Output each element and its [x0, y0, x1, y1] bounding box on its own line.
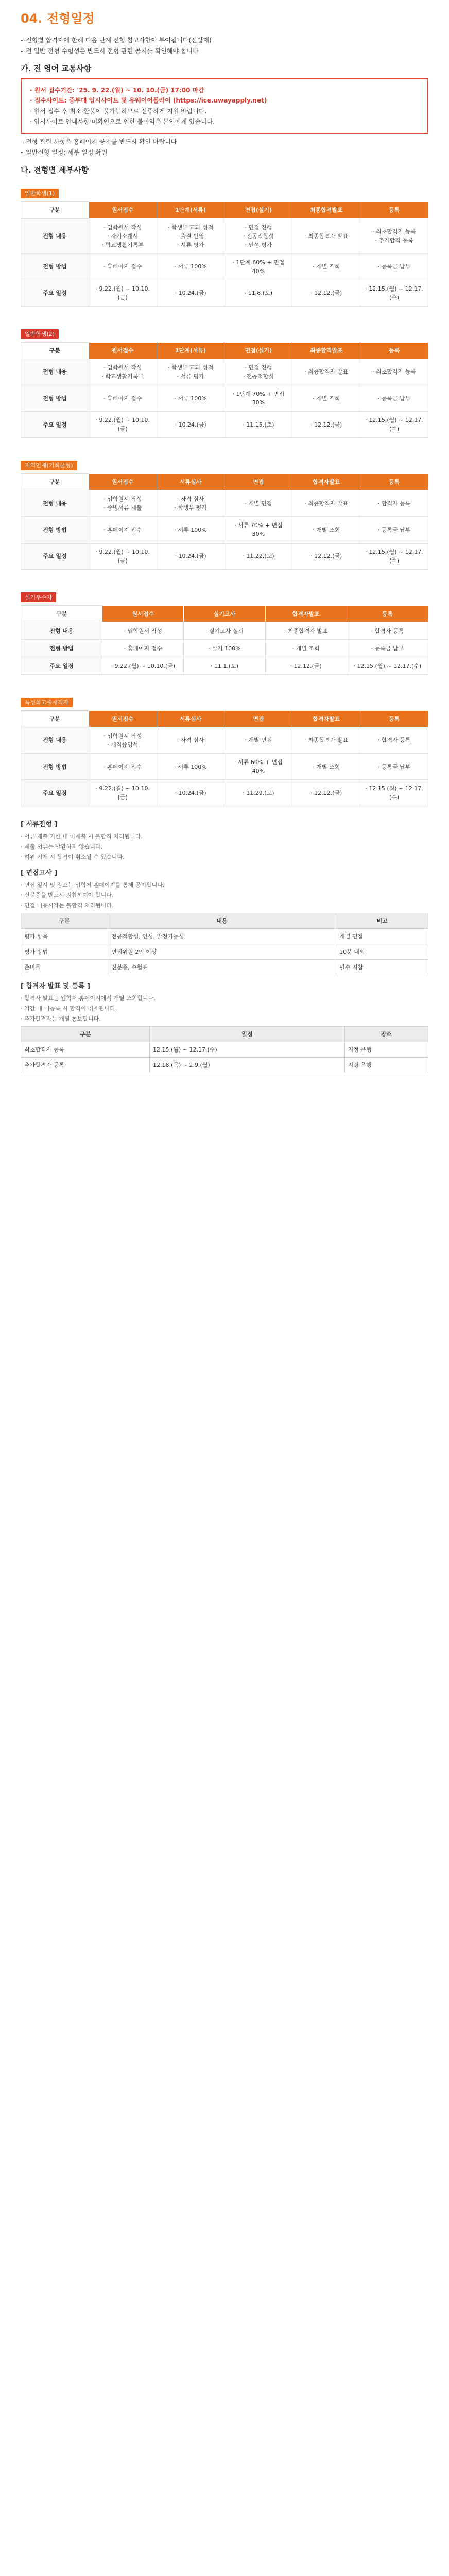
row-label: 전형 방법: [21, 517, 89, 543]
step-header: 서류심사: [157, 710, 224, 727]
intro-line: - 전 일반 전형 수험생은 반드시 전형 관련 공지를 확인해야 합니다: [21, 46, 428, 56]
table-cell: 전공적합성, 인성, 발전가능성: [108, 928, 336, 944]
cell-line: · 입학원서 작성: [103, 364, 142, 371]
schedule-cell: [292, 780, 360, 806]
schedule-cell: [224, 490, 292, 517]
cell-line: · 최초합격자 등록: [372, 228, 416, 235]
schedule-table: [21, 201, 428, 306]
row-label: 전형 방법: [21, 754, 89, 780]
cell-line: · 최초합격자 등록: [372, 368, 416, 376]
step-header-label: 구분: [21, 605, 102, 622]
schedule-cell: [224, 727, 292, 753]
notice-line: · 접수사이트: 중부대 입시사이트 및 유웨이어플라이 (https://ice.uwayapply.net): [30, 97, 267, 105]
step-header: 1단계(서류): [157, 342, 224, 359]
cell-line: · 자기소개서: [107, 232, 139, 240]
schedule-cell: [224, 780, 292, 806]
schedule-cell: [102, 622, 184, 639]
cell-line: · 서류 평가: [177, 373, 204, 380]
schedule-cell: [292, 490, 360, 517]
cell-line: · 개별 조회: [292, 645, 320, 652]
schedule-cell: [347, 639, 428, 657]
cell-line: · 입학원서 작성: [103, 496, 142, 503]
schedule-cell: [184, 639, 265, 657]
row-label: 전형 방법: [21, 639, 102, 657]
table-cell: 12.18.(목) ~ 2.9.(월): [150, 1058, 345, 1073]
schedule-row: [21, 780, 428, 806]
page: [0, 0, 449, 1097]
schedule-table: [21, 342, 428, 438]
step-header: 등록: [347, 605, 428, 622]
schedule-cell: [157, 754, 224, 780]
table-cell: 필수 지참: [336, 959, 428, 975]
cell-line: · 1단계 60% + 면접 40%: [232, 259, 285, 275]
schedule-cell: [89, 253, 157, 280]
schedule-cell: [360, 517, 428, 543]
schedule-row: [21, 218, 428, 253]
note-line: - 전형 관련 사항은 홈페이지 공지를 반드시 확인 바랍니다: [21, 137, 428, 147]
table-header: 내용: [108, 913, 336, 928]
cell-line: · 학생부 교과 성적: [167, 224, 214, 231]
step-header: 원서접수: [89, 710, 157, 727]
cell-line: · 추가합격 등록: [375, 237, 413, 244]
cell-line: · 최종합격자 발표: [304, 500, 349, 507]
cell-line: · 학생부 교과 성적: [167, 364, 214, 371]
cell-line: · 개별 조회: [313, 526, 340, 533]
schedule-cell: [360, 754, 428, 780]
cell-line: · 10.24.(금): [175, 553, 206, 560]
table-header: 비고: [336, 913, 428, 928]
note-line: - 일반전형 일정: 세부 일정 확인: [21, 148, 428, 158]
interview-title: [ 면접고사 ]: [21, 869, 58, 877]
schedule-cell: [89, 412, 157, 438]
cell-line: · 12.15.(월) ~ 12.17.(수): [365, 285, 423, 301]
cell-line: · 자격 심사: [177, 737, 204, 744]
schedule-cell: [157, 490, 224, 517]
schedule-cell: [265, 657, 347, 674]
schedule-cell: [360, 490, 428, 517]
cell-line: · 등록금 납부: [377, 526, 411, 533]
schedule-cell: [89, 359, 157, 385]
schedule-cell: [347, 657, 428, 674]
schedule-row: [21, 385, 428, 412]
schedule-cell: [360, 359, 428, 385]
step-header: 등록: [360, 342, 428, 359]
cell-line: · 학교생활기록부: [101, 241, 144, 248]
table-header: 일정: [150, 1027, 345, 1042]
cell-line: · 재직증명서: [107, 741, 139, 748]
table-cell: 신분증, 수험표: [108, 959, 336, 975]
intro-line: - 전형별 합격자에 한해 다음 단계 전형 참고사항이 부여됩니다(선발제): [21, 36, 428, 45]
schedule-table: [21, 710, 428, 806]
row-label: 주요 일정: [21, 412, 89, 438]
row-label: 전형 내용: [21, 218, 89, 253]
schedule-cell: [157, 727, 224, 753]
schedule-cell: [224, 218, 292, 253]
row-label: 주요 일정: [21, 780, 89, 806]
schedule-cell: [347, 622, 428, 639]
cell-line: · 최종합격자 발표: [304, 232, 349, 240]
cell-line: · 개별 조회: [313, 263, 340, 270]
row-label: 전형 내용: [21, 727, 89, 753]
cell-line: · 면접 진행: [245, 364, 272, 371]
table-cell: 최초합격자 등록: [21, 1042, 150, 1058]
cell-line: · 서류 100%: [174, 263, 207, 270]
table-row: [21, 944, 428, 959]
step-header: 합격자발표: [292, 710, 360, 727]
interview-note: · 신분증을 반드시 지참하여야 합니다.: [21, 891, 114, 899]
schedule-row: [21, 754, 428, 780]
cell-line: · 출결 반영: [177, 232, 204, 240]
schedule-cell: [184, 657, 265, 674]
step-header: 원서접수: [89, 342, 157, 359]
notice-line: · 원서 접수 후 취소·환불이 불가능하므로 신중하게 지원 바랍니다.: [30, 107, 207, 115]
schedule-cell: [292, 412, 360, 438]
schedule-row: [21, 412, 428, 438]
table-row: [21, 1042, 428, 1058]
schedule-cell: [224, 359, 292, 385]
cell-line: · 서류 100%: [174, 763, 207, 770]
row-label: 전형 내용: [21, 359, 89, 385]
schedule-cell: [360, 385, 428, 412]
cell-line: · 10.24.(금): [175, 421, 206, 428]
cell-line: · 11.15.(토): [243, 421, 274, 428]
cell-line: · 전공적합성: [243, 232, 274, 240]
schedule-cell: [292, 253, 360, 280]
table-cell: 개별 면접: [336, 928, 428, 944]
cell-line: · 10.24.(금): [175, 290, 206, 297]
schedule-cell: [89, 517, 157, 543]
schedule-tag: 일반학생(1): [21, 189, 59, 198]
schedule-cell: [360, 727, 428, 753]
cell-line: · 홈페이지 접수: [103, 526, 142, 533]
cell-line: · 9.22.(월) ~ 10.10.(금): [95, 417, 150, 433]
cell-line: · 입학원서 작성: [103, 732, 142, 739]
cell-line: · 12.12.(금): [310, 553, 342, 560]
interview-note: · 면접 일시 및 장소는 입학처 홈페이지를 통해 공지합니다.: [21, 881, 165, 888]
cell-line: · 개별 면접: [245, 737, 272, 744]
step-header: 원서접수: [89, 202, 157, 218]
cell-line: · 홈페이지 접수: [124, 645, 162, 652]
table-cell: 추가합격자 등록: [21, 1058, 150, 1073]
cell-line: · 학생부 평가: [174, 504, 207, 512]
row-label: 전형 방법: [21, 253, 89, 280]
cell-line: · 12.12.(금): [310, 789, 342, 796]
doc-notes-title: [ 서류전형 ]: [21, 821, 58, 829]
schedule-tag: 일반학생(2): [21, 329, 59, 339]
table-header: 구분: [21, 913, 108, 928]
schedule-cell: [89, 490, 157, 517]
schedule-row: [21, 359, 428, 385]
schedule-cell: [224, 253, 292, 280]
schedule-cell: [292, 543, 360, 569]
cell-line: · 서류 100%: [174, 395, 207, 402]
row-label: 주요 일정: [21, 280, 89, 306]
schedule-row: [21, 657, 428, 674]
step-header: 실기고사: [184, 605, 265, 622]
step-header: 최종합격발표: [292, 202, 360, 218]
cell-line: · 서류 평가: [177, 241, 204, 248]
table-row: [21, 928, 428, 944]
cell-line: · 9.22.(월) ~ 10.10.(금): [111, 662, 176, 669]
schedule-cell: [89, 385, 157, 412]
schedule-cell: [224, 385, 292, 412]
final-note: · 기간 내 미등록 시 합격이 취소됩니다.: [21, 1005, 117, 1012]
step-header: 서류심사: [157, 474, 224, 490]
schedule-cell: [89, 780, 157, 806]
final-title: [ 합격자 발표 및 등록 ]: [21, 982, 90, 990]
cell-line: · 합격자 등록: [377, 500, 411, 507]
schedule-row: [21, 490, 428, 517]
schedule-row: [21, 622, 428, 639]
schedule-cell: [224, 543, 292, 569]
schedule-cell: [360, 780, 428, 806]
row-label: 전형 내용: [21, 490, 89, 517]
cell-line: · 실기 100%: [208, 645, 241, 652]
table-cell: 면접위원 2인 이상: [108, 944, 336, 959]
schedule-cell: [292, 218, 360, 253]
cell-line: · 9.22.(월) ~ 10.10.(금): [95, 548, 150, 564]
schedule-cell: [360, 253, 428, 280]
cell-line: · 11.8.(토): [244, 290, 272, 297]
table-row: [21, 959, 428, 975]
schedule-row: [21, 727, 428, 753]
cell-line: · 최종합격자 발표: [284, 627, 328, 634]
schedule-row: [21, 253, 428, 280]
cell-line: · 11.1.(토): [210, 662, 239, 669]
schedule-cell: [265, 639, 347, 657]
cell-line: · 합격자 등록: [371, 627, 404, 634]
cell-line: · 홈페이지 접수: [103, 395, 142, 402]
table-cell: 지정 은행: [344, 1042, 428, 1058]
schedule-cell: [157, 280, 224, 306]
schedule-cell: [292, 359, 360, 385]
step-header: 1단계(서류): [157, 202, 224, 218]
schedule-cell: [360, 543, 428, 569]
schedule-cell: [224, 280, 292, 306]
schedule-table: [21, 473, 428, 569]
cell-line: · 등록금 납부: [377, 763, 411, 770]
schedule-cell: [89, 754, 157, 780]
cell-line: · 12.12.(금): [310, 290, 342, 297]
schedule-cell: [102, 657, 184, 674]
cell-line: · 12.15.(월) ~ 12.17.(수): [353, 662, 422, 669]
schedule-cell: [360, 412, 428, 438]
cell-line: · 면접 진행: [245, 224, 272, 231]
schedule-cell: [157, 412, 224, 438]
schedule-row: [21, 639, 428, 657]
cell-line: · 11.29.(토): [243, 789, 274, 796]
step-header: 면접(실기): [224, 202, 292, 218]
cell-line: · 서류 100%: [174, 526, 207, 533]
schedule-row: [21, 543, 428, 569]
cell-line: · 등록금 납부: [371, 645, 404, 652]
cell-line: · 입학원서 작성: [103, 224, 142, 231]
cell-line: · 개별 면접: [245, 500, 272, 507]
step-header: 등록: [360, 474, 428, 490]
step-header: 최종합격발표: [292, 342, 360, 359]
schedule-block: [21, 320, 428, 438]
step-header: 합격자발표: [292, 474, 360, 490]
schedule-cell: [292, 517, 360, 543]
part1-title: 가. 전 영어 교통사항: [21, 64, 92, 74]
table-header: 구분: [21, 1027, 150, 1042]
interview-table: [21, 913, 428, 975]
schedule-tag: 특성화고졸재직자: [21, 698, 73, 707]
doc-note: · 서류 제출 기한 내 미제출 시 불합격 처리됩니다.: [21, 833, 143, 840]
schedule-cell: [292, 385, 360, 412]
step-header: 면접(실기): [224, 342, 292, 359]
schedule-cell: [265, 622, 347, 639]
row-label: 전형 방법: [21, 385, 89, 412]
cell-line: · 인성 평가: [245, 241, 272, 248]
cell-line: · 11.22.(토): [243, 553, 274, 560]
schedule-cell: [184, 622, 265, 639]
step-header-label: 구분: [21, 710, 89, 727]
cell-line: · 12.15.(월) ~ 12.17.(수): [365, 548, 423, 564]
step-header: 면접: [224, 474, 292, 490]
cell-line: · 서류 60% + 면접 40%: [234, 759, 283, 775]
interview-note: · 면접 미응시자는 불합격 처리됩니다.: [21, 902, 114, 909]
schedule-row: [21, 280, 428, 306]
schedule-cell: [224, 412, 292, 438]
table-cell: 평가 항목: [21, 928, 108, 944]
cell-line: · 자격 심사: [177, 496, 204, 503]
schedule-cell: [360, 280, 428, 306]
step-header: 합격자발표: [265, 605, 347, 622]
table-cell: 12.15.(월) ~ 12.17.(수): [150, 1042, 345, 1058]
cell-line: · 전공적합성: [243, 373, 274, 380]
schedule-cell: [102, 639, 184, 657]
row-label: 주요 일정: [21, 657, 102, 674]
step-header-label: 구분: [21, 202, 89, 218]
table-cell: 10분 내외: [336, 944, 428, 959]
cell-line: · 홈페이지 접수: [103, 263, 142, 270]
cell-line: · 서류 70% + 면접 30%: [234, 522, 283, 538]
table-header: 장소: [344, 1027, 428, 1042]
schedule-cell: [292, 727, 360, 753]
schedule-cell: [89, 543, 157, 569]
schedule-cell: [89, 727, 157, 753]
final-table: [21, 1026, 428, 1073]
schedule-cell: [157, 359, 224, 385]
schedule-cell: [157, 253, 224, 280]
table-cell: 지정 은행: [344, 1058, 428, 1073]
cell-line: · 등록금 납부: [377, 263, 411, 270]
step-header: 등록: [360, 710, 428, 727]
section-title: 04. 전형일정: [21, 11, 95, 26]
final-note: · 추가합격자는 개별 통보합니다.: [21, 1015, 101, 1023]
row-label: 전형 내용: [21, 622, 102, 639]
schedule-block: [21, 179, 428, 306]
cell-line: · 홈페이지 접수: [103, 763, 142, 770]
cell-line: · 등록금 납부: [377, 395, 411, 402]
schedule-block: [21, 451, 428, 569]
cell-line: · 12.12.(금): [290, 662, 322, 669]
cell-line: · 개별 조회: [313, 763, 340, 770]
cell-line: · 12.12.(금): [310, 421, 342, 428]
step-header: 면접: [224, 710, 292, 727]
schedule-cell: [292, 280, 360, 306]
schedule-cell: [157, 218, 224, 253]
schedule-cell: [89, 280, 157, 306]
schedule-cell: [157, 780, 224, 806]
schedule-row: [21, 517, 428, 543]
cell-line: · 최종합격자 발표: [304, 737, 349, 744]
step-header-label: 구분: [21, 474, 89, 490]
schedule-table: [21, 605, 428, 675]
step-header: 원서접수: [89, 474, 157, 490]
schedule-block: [21, 583, 428, 675]
part2-title: 나. 전형별 세부사항: [21, 165, 89, 175]
cell-line: · 12.15.(월) ~ 12.17.(수): [365, 417, 423, 433]
table-cell: 평가 방법: [21, 944, 108, 959]
schedule-cell: [157, 543, 224, 569]
cell-line: · 합격자 등록: [377, 737, 411, 744]
row-label: 주요 일정: [21, 543, 89, 569]
doc-note: · 제출 서류는 반환하지 않습니다.: [21, 843, 103, 851]
table-row: [21, 1058, 428, 1073]
schedule-cell: [157, 385, 224, 412]
cell-line: · 증빙서류 제출: [103, 504, 142, 512]
cell-line: · 입학원서 작성: [124, 627, 162, 634]
cell-line: · 12.15.(월) ~ 12.17.(수): [365, 785, 423, 801]
schedule-block: [21, 688, 428, 806]
cell-line: · 실기고사 실시: [205, 627, 244, 634]
notice-box: [21, 78, 428, 134]
cell-line: · 9.22.(월) ~ 10.10.(금): [95, 285, 150, 301]
cell-line: · 최종합격자 발표: [304, 368, 349, 376]
cell-line: · 개별 조회: [313, 395, 340, 402]
notice-line: · 원서 접수기간: '25. 9. 22.(월) ~ 10. 10.(금) 17:00 마감: [30, 86, 204, 94]
cell-line: · 9.22.(월) ~ 10.10.(금): [95, 785, 150, 801]
step-header-label: 구분: [21, 342, 89, 359]
cell-line: · 학교생활기록부: [101, 373, 144, 380]
schedule-cell: [360, 218, 428, 253]
notice-line: · 입시사이트 안내사항 미확인으로 인한 불이익은 본인에게 있습니다.: [30, 118, 215, 126]
schedule-cell: [224, 754, 292, 780]
doc-note: · 허위 기재 시 합격이 취소될 수 있습니다.: [21, 854, 125, 861]
schedule-cell: [224, 517, 292, 543]
table-cell: 준비물: [21, 959, 108, 975]
cell-line: · 10.24.(금): [175, 789, 206, 796]
schedule-cell: [157, 517, 224, 543]
cell-line: · 1단계 70% + 면접 30%: [232, 391, 285, 406]
schedule-tag: 지역인재(기회균형): [21, 461, 77, 470]
blocks-container: [21, 179, 428, 806]
step-header: 원서접수: [102, 605, 184, 622]
schedule-tag: 실기우수자: [21, 592, 56, 602]
final-note: · 합격자 발표는 입학처 홈페이지에서 개별 조회합니다.: [21, 995, 156, 1002]
schedule-cell: [89, 218, 157, 253]
schedule-cell: [292, 754, 360, 780]
step-header: 등록: [360, 202, 428, 218]
